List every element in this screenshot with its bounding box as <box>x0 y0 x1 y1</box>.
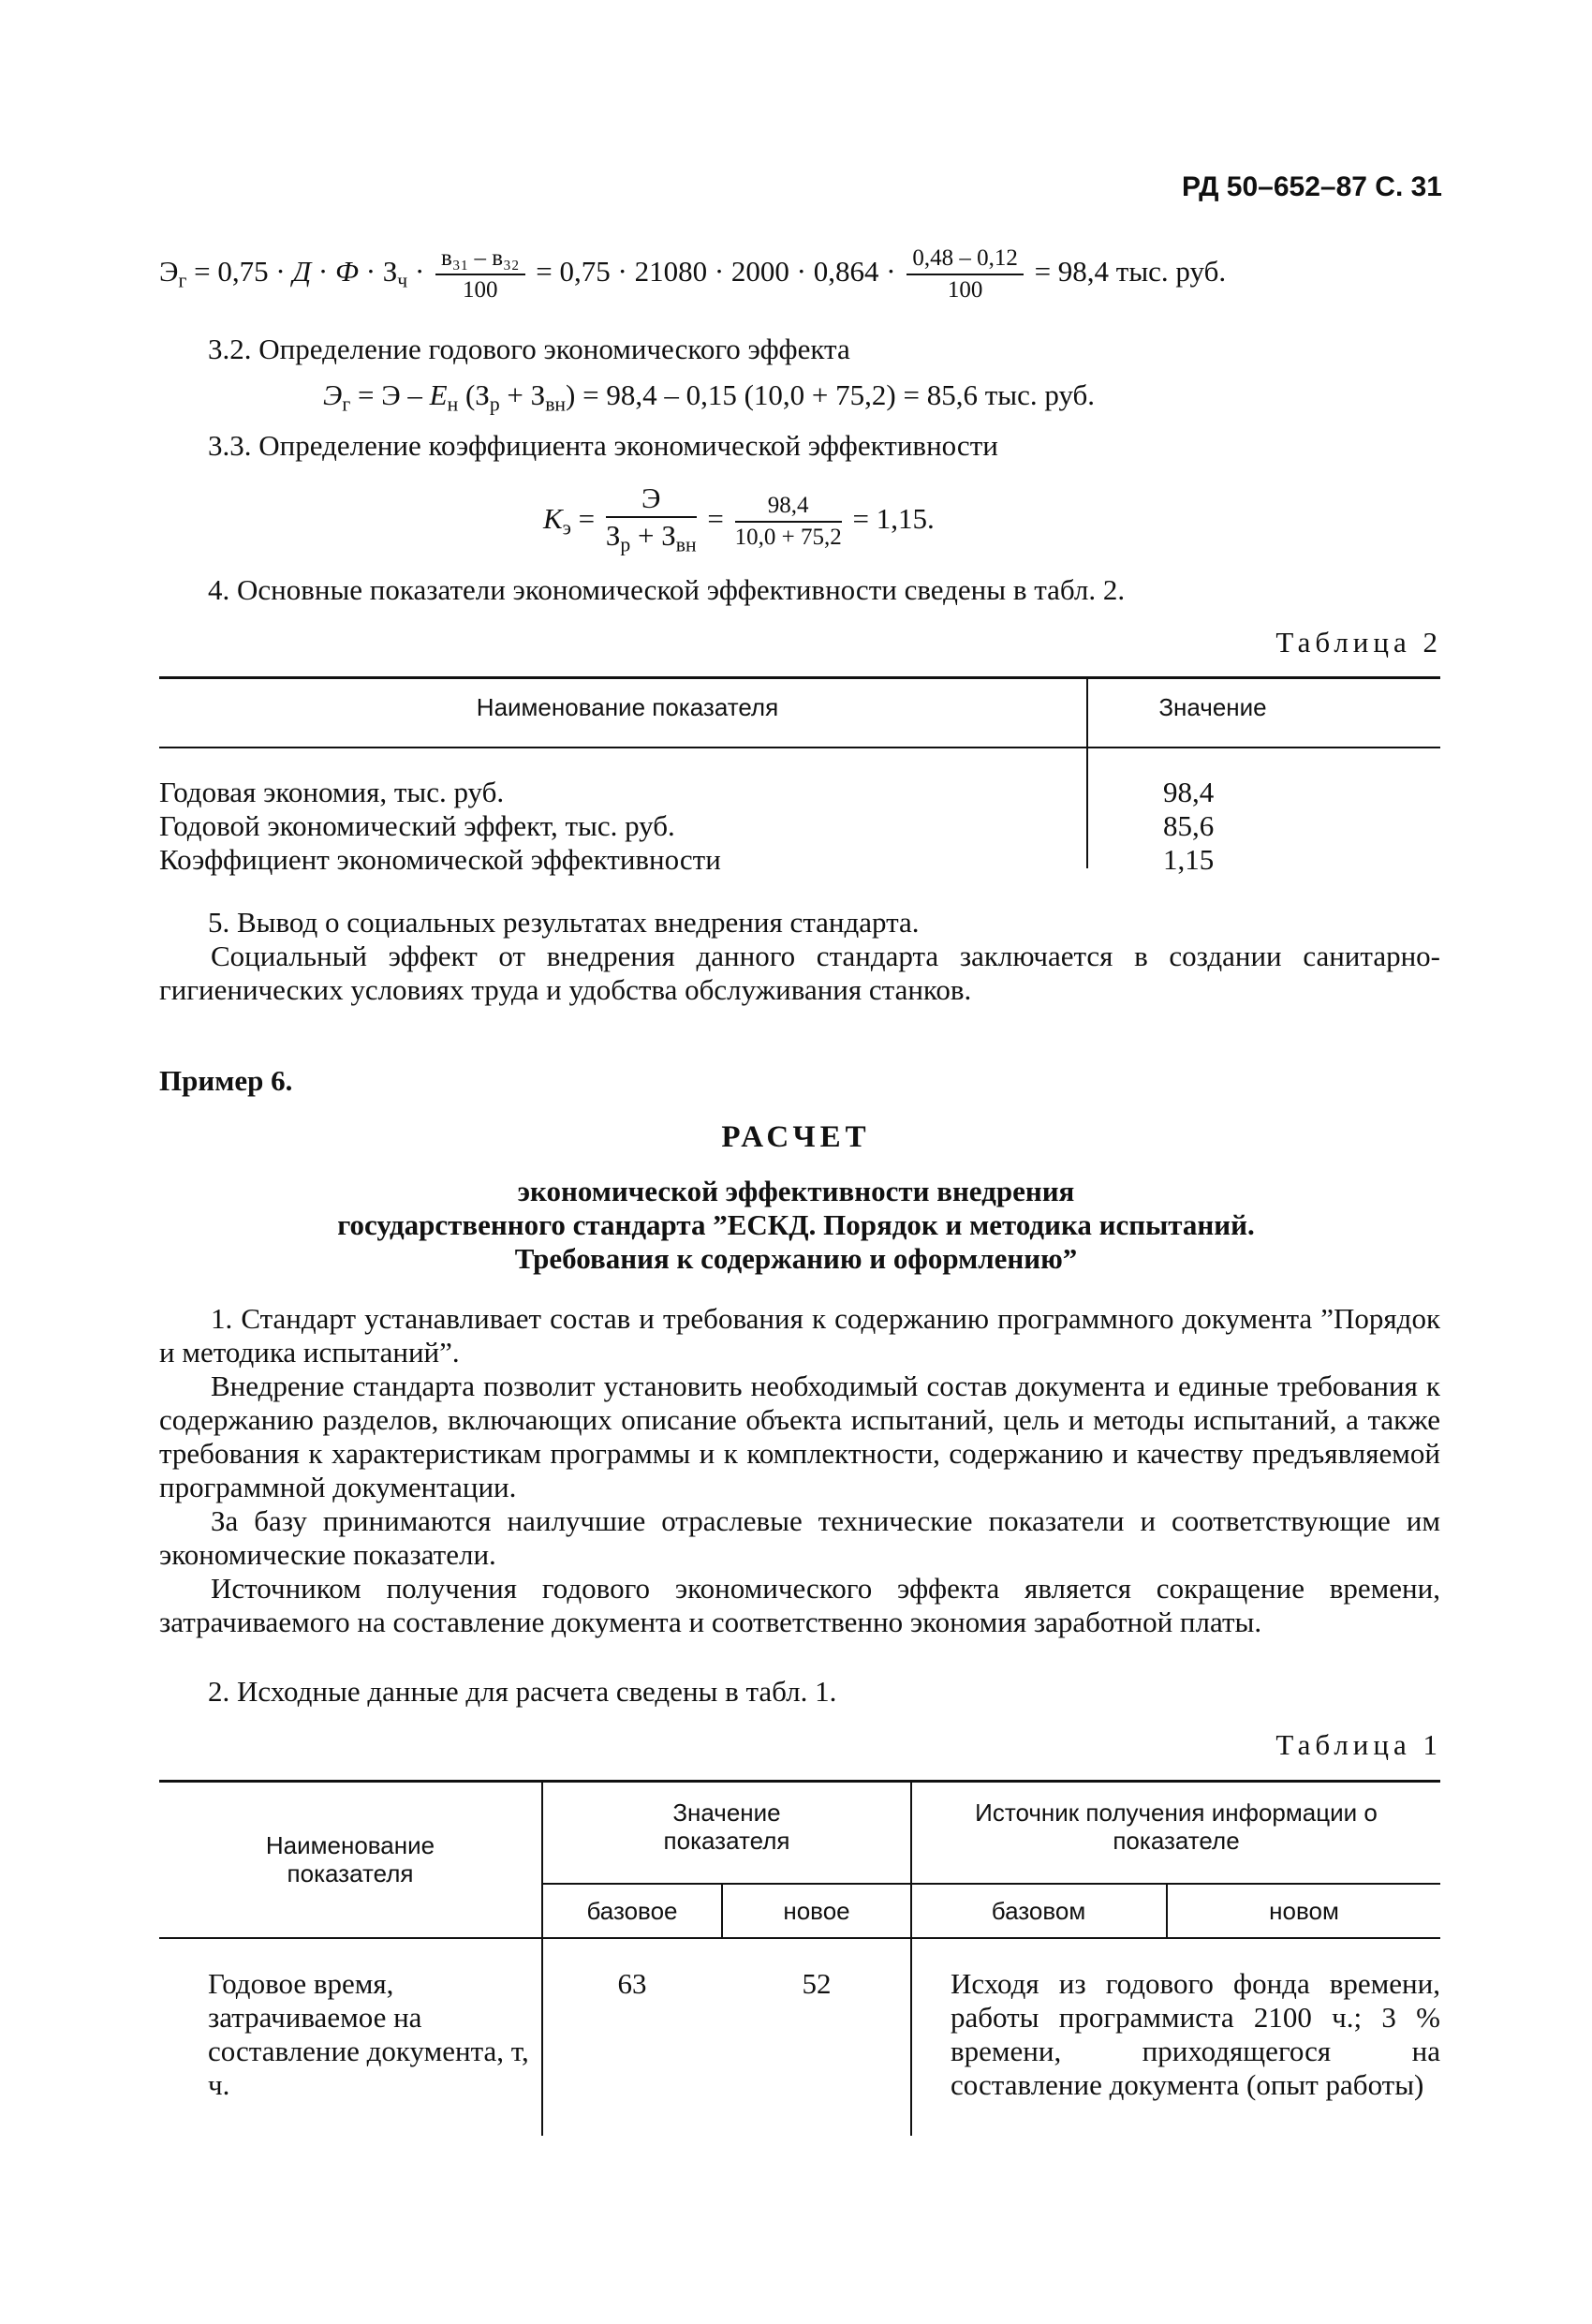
table2-top-rule <box>159 676 1440 679</box>
table2-header-value: Значение <box>1158 693 1267 721</box>
section-subtitle-line: экономической эффективности внедрения <box>517 1175 1075 1207</box>
table2-column-divider <box>1086 676 1088 868</box>
table1-subheader-rule <box>541 1883 1440 1885</box>
table1-row-source: Исходя из годового фонда времени, работы программиста 2100 ч.; 3 % времени, приходящегося на составление документа (опыт работы) <box>951 1967 1440 2101</box>
section-3-2: 3.2. Определение годового экономического эффекта <box>208 333 850 365</box>
table2-row-value: 1,15 <box>1163 843 1215 876</box>
table1-header-name: Наименование показателя <box>265 1831 435 1887</box>
social-effect-paragraph: Социальный эффект от внедрения данного стандарта заключается в создании санитарно-гигиенических условиях труда и удобства обслуживания станков. <box>159 940 1440 1006</box>
table1-header-value: Значение показателя <box>663 1799 790 1855</box>
fraction: $\frac{98,4}{10,0 + 75,2}$ <box>734 492 842 550</box>
table2-row-name: Годовой экономический эффект, тыс. руб. <box>159 809 675 842</box>
paragraph-1: 1. Стандарт устанавливает состав и требования к содержанию программного документа ”Порядок и методика испытаний”. <box>159 1302 1440 1369</box>
example-label: Пример 6. <box>159 1064 293 1097</box>
section-subtitle-line: Требования к содержанию и оформлению” <box>514 1242 1078 1275</box>
section-5: 5. Вывод о социальных результатах внедрения стандарта. <box>208 906 920 939</box>
page-header: РД 50–652–87 С. 31 <box>1181 171 1442 202</box>
table1-row-base: 63 <box>617 1967 647 2000</box>
section-4: 4. Основные показатели экономической эффективности сведены в табл. 2. <box>208 573 1126 606</box>
fraction: $\frac{0,48 - 0,12}{100}$ <box>907 245 1024 303</box>
table2-row-name: Годовая экономия, тыс. руб. <box>159 776 505 808</box>
table2-header-name: Наименование показателя <box>476 693 779 721</box>
table2-header-rule <box>159 747 1440 748</box>
table2-row-name: Коэффициент экономической эффективности <box>159 843 721 876</box>
section-3-3: 3.3. Определение коэффициента экономической эффективности <box>208 429 998 462</box>
table1-header-rule <box>159 1937 1440 1939</box>
section-title: РАСЧЕТ <box>721 1120 871 1154</box>
table1-header-base-source: базовом <box>991 1897 1086 1925</box>
table1-row-new: 52 <box>802 1967 832 2000</box>
table1-row-name: Годовое время, затрачиваемое на составление документа, т, ч. <box>208 1967 529 2101</box>
paragraph-4: Источником получения годового экономического эффекта является сокращение времени, затрачиваемого на составление документа и соответственно экономия заработной платы. <box>159 1572 1440 1638</box>
table1-header-base-value: базовое <box>586 1897 678 1925</box>
table2-row-value: 98,4 <box>1163 776 1215 808</box>
equation-annual-effect: $Э_г = Э - Е_н$ $(З_р + З_{вн}) = 98,4 - 0,15$ (10,0 + 75,2) = 85,6 тыс. руб. <box>323 378 1096 416</box>
table1-header-new-source: новом <box>1269 1897 1339 1925</box>
paragraph-2: Внедрение стандарта позволит установить необходимый состав документа и единые требования к содержанию разделов, включающих описание объекта испытаний, цель и методы испытаний, а также требования к характеристикам программы и к комплектности, содержанию и качеству предъявляемой программной документации. <box>159 1369 1440 1503</box>
paragraph-3: За базу принимаются наилучшие отраслевые технические показатели и соответствующие им экономические показатели. <box>159 1504 1440 1571</box>
table1-caption: Таблица 1 <box>1275 1728 1442 1761</box>
fraction: $\frac{Э}{З_р + З_{вн}}$ <box>605 481 697 556</box>
table1-top-rule <box>159 1780 1440 1783</box>
table2-row-value: 85,6 <box>1163 809 1215 842</box>
paragraph-5: 2. Исходные данные для расчета сведены в табл. 1. <box>208 1675 837 1708</box>
section-subtitle-line: государственного стандарта ”ЕСКД. Порядок и методика испытаний. <box>337 1208 1255 1241</box>
table2-caption: Таблица 2 <box>1275 626 1442 659</box>
fraction: $\frac{\text{в₃₁ – в₃₂}}{100}$ <box>435 245 524 303</box>
table1-header-source: Источник получения информации о показателе <box>975 1799 1378 1855</box>
equation-efficiency-coefficient: $К_э$ = $\frac{Э}{З_р + З_{вн}}$ = $\frac{98,4}{10,0 + 75,2}$ = 1,15. <box>543 482 935 561</box>
equation-annual-savings: $Э_г = 0,75 \cdot Д \cdot Ф \cdot З_ч$ · $\frac{\text{в₃₁ – в₃₂}}{100}$ = 0,75 · 21080 · 2000 · 0,864 · $\frac{0,48 - 0,12}{100}$ = 98,4 тыс. руб. <box>159 245 1227 303</box>
table1-header-new-value: новое <box>783 1897 850 1925</box>
